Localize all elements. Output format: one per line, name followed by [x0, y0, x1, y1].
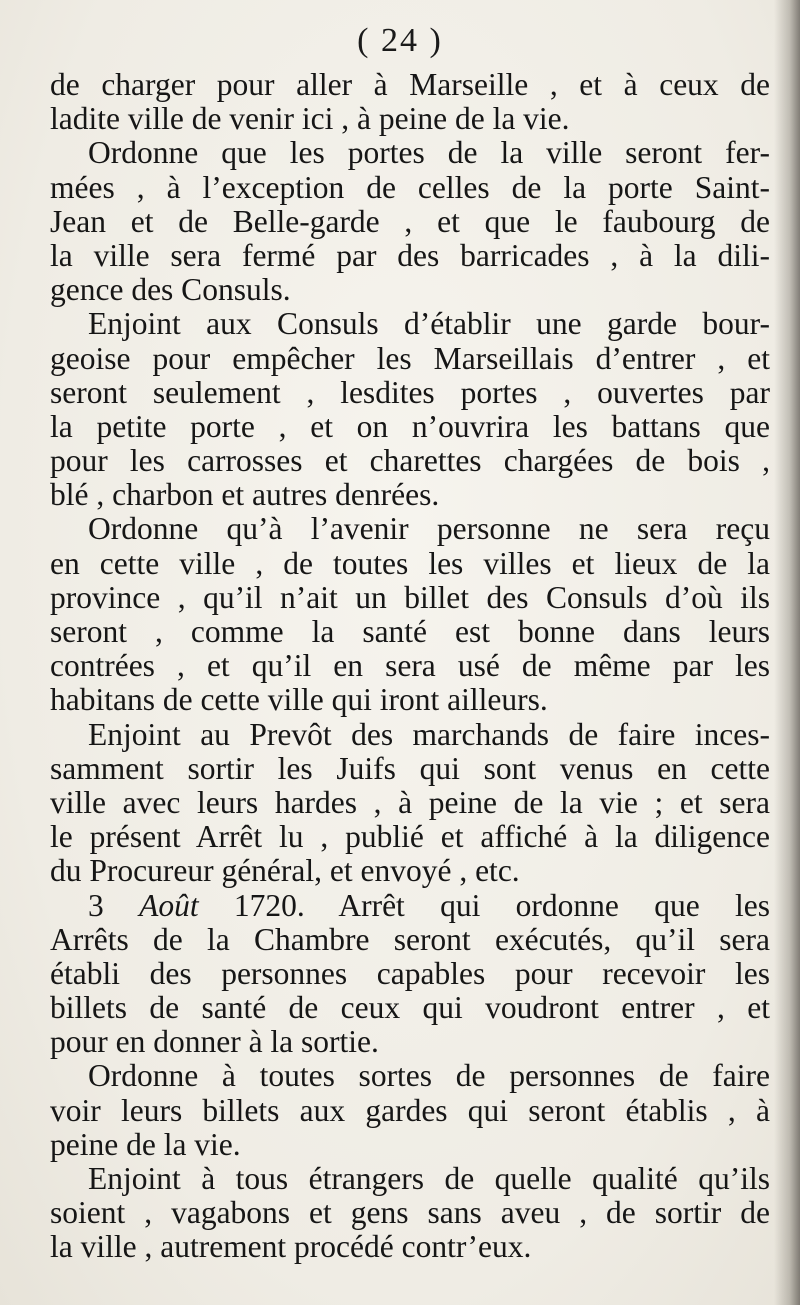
text-line: Jean et de Belle-garde , et que le faubourg de	[50, 203, 770, 239]
text-line: Ordonne qu’à l’avenir personne ne sera reçu	[88, 511, 770, 547]
text-line: soient , vagabons et gens sans aveu , de sortir de	[50, 1195, 770, 1231]
paragraph	[50, 1162, 770, 1265]
text-line: seront seulement , lesdites portes , ouvertes par	[50, 374, 770, 410]
text-line: province , qu’il n’ait un billet des Consuls d’où ils	[50, 579, 770, 615]
text-line: peine de la vie.	[50, 1126, 241, 1162]
text-line: seront , comme la santé est bonne dans leurs	[50, 614, 770, 649]
text-line: habitans de cette ville qui iront ailleurs.	[50, 682, 548, 718]
page-number: ( 24 )	[357, 22, 443, 59]
text-line: la ville sera fermé par des barricades , à la dili-	[50, 237, 770, 273]
text-line: gence des Consuls.	[50, 272, 291, 308]
text-line: pour les carrosses et charettes chargées de bois ,	[50, 443, 770, 479]
text-line: billets de santé de ceux qui voudront entrer , et	[50, 990, 770, 1026]
paragraph	[50, 1059, 770, 1162]
text-line: la petite porte , et on n’ouvrira les battans que	[50, 408, 770, 444]
text-line: du Procureur général, et envoyé , etc.	[50, 853, 520, 889]
text-line: Ordonne à toutes sortes de personnes de faire	[88, 1058, 770, 1094]
text-line: établi des personnes capables pour recevoir les	[50, 955, 770, 991]
month-italic: Août	[139, 887, 199, 923]
body-text	[50, 68, 770, 1265]
text-line: ville avec leurs hardes , à peine de la vie ; et sera	[50, 784, 770, 820]
text-line: Enjoint au Prevôt des marchands de faire inces-	[88, 716, 770, 752]
paragraph	[50, 718, 770, 889]
text-line: Enjoint à tous étrangers de quelle qualité qu’ils	[88, 1161, 770, 1196]
paragraph	[50, 889, 770, 1060]
text-line: geoise pour empêcher les Marseillais d’entrer , et	[50, 340, 770, 376]
text-line: contrées , et qu’il en sera usé de même par les	[50, 648, 770, 684]
text-line: 3 Août 1720. Arrêt qui ordonne que les	[88, 887, 771, 923]
page-edge-shadow	[774, 0, 800, 1305]
paragraph	[50, 136, 770, 307]
text-line: Ordonne que les portes de la ville seront fer-	[88, 135, 770, 171]
text-line: pour en donner à la sortie.	[50, 1024, 379, 1060]
text-line: samment sortir les Juifs qui sont venus en cette	[50, 750, 770, 786]
text-line: mées , à l’exception de celles de la porte Saint-	[50, 169, 770, 205]
text-line: blé , charbon et autres denrées.	[50, 477, 440, 513]
text-line: le présent Arrêt lu , publié et affiché à la diligence	[50, 819, 770, 855]
paragraph	[50, 512, 770, 717]
text-line: Enjoint aux Consuls d’établir une garde bour-	[88, 306, 770, 342]
paragraph	[50, 68, 770, 136]
text-line: la ville , autrement procédé contr’eux.	[50, 1229, 532, 1265]
text-line: Arrêts de la Chambre seront exécutés, qu’il sera	[50, 921, 770, 957]
paragraph	[50, 307, 770, 512]
text-line: voir leurs billets aux gardes qui seront établis , à	[50, 1092, 770, 1128]
text-line: de charger pour aller à Marseille , et à ceux de	[50, 67, 770, 102]
text-line: en cette ville , de toutes les villes et lieux de la	[50, 545, 770, 581]
text-line: ladite ville de venir ici , à peine de la vie.	[50, 101, 570, 137]
